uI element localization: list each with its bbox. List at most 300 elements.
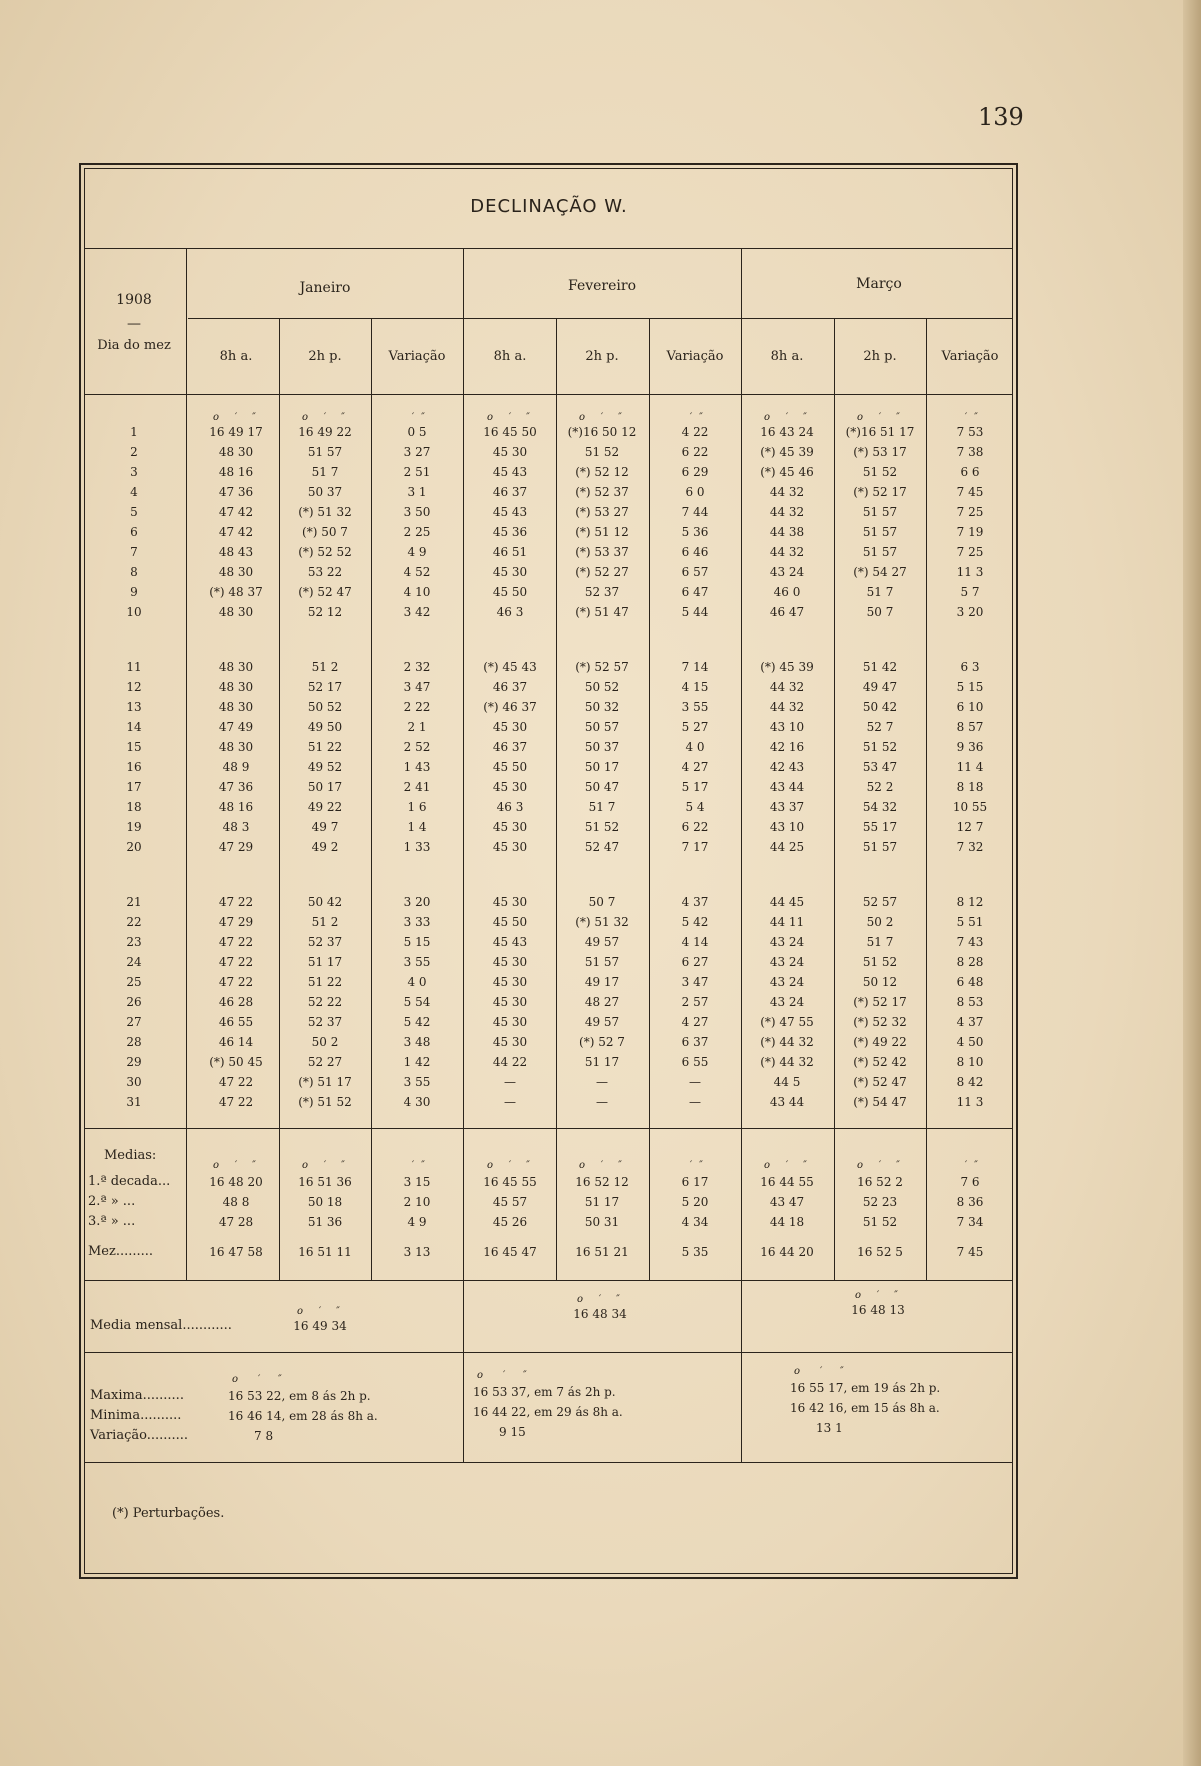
medias-cell: 6 17	[681, 1175, 709, 1189]
table-cell: 6 0	[685, 485, 705, 499]
unit-deg: o	[212, 412, 220, 423]
table-cell: 46 14	[218, 1035, 254, 1049]
unit-deg: o	[477, 1370, 484, 1381]
table-cell: 4 37	[681, 895, 709, 909]
mez-label: Mez.........	[88, 1244, 154, 1259]
media-mensal-value: 16 48 13	[851, 1303, 905, 1317]
medias-row-label: 1.ª decada...	[88, 1174, 171, 1189]
table-cell: 50 52	[307, 700, 343, 714]
table-cell: (*) 52 42	[853, 1055, 907, 1069]
medias-cell: 7 34	[956, 1215, 984, 1229]
table-cell: 44 32	[769, 680, 805, 694]
table-cell: 48 30	[218, 740, 254, 754]
table-cell: 45 50	[492, 760, 528, 774]
unit-sec: ″	[341, 1160, 345, 1171]
table-cell: 2 25	[403, 525, 431, 539]
day-number: 27	[126, 1015, 142, 1029]
day-number: 8	[130, 565, 138, 579]
table-cell: —	[596, 1075, 608, 1089]
table-cell: 0 5	[407, 425, 427, 439]
table-cell: 3 55	[681, 700, 709, 714]
table-cell: 43 44	[769, 780, 805, 794]
table-cell: 4 10	[403, 585, 431, 599]
table-cell: 6 22	[681, 820, 709, 834]
table-cell: (*) 51 12	[575, 525, 629, 539]
table-cell: 44 11	[769, 915, 805, 929]
table-cell: (*) 49 22	[853, 1035, 907, 1049]
table-cell: 46 3	[496, 800, 524, 814]
unit-min: ′	[508, 412, 512, 423]
medias-cell: 47 28	[218, 1215, 254, 1229]
unit-sec: ″	[699, 412, 703, 423]
table-cell: 51 57	[307, 445, 343, 459]
table-cell: 5 51	[956, 915, 984, 929]
table-cell: 5 17	[681, 780, 709, 794]
table-cell: 6 29	[681, 465, 709, 479]
unit-deg: o	[854, 1290, 862, 1301]
table-cell: 3 55	[403, 955, 431, 969]
table-cell: 7 45	[956, 485, 984, 499]
table-cell: 46 3	[496, 605, 524, 619]
table-cell: 45 30	[492, 820, 528, 834]
table-cell: 7 53	[956, 425, 984, 439]
mez-cell: 3 13	[403, 1245, 431, 1259]
day-number: 13	[126, 700, 142, 714]
table-cell: 51 2	[311, 660, 339, 674]
table-cell: 3 48	[403, 1035, 431, 1049]
table-cell: 7 25	[956, 505, 984, 519]
table-cell: (*) 52 32	[853, 1015, 907, 1029]
table-cell: (*) 51 47	[575, 605, 629, 619]
table-cell: 47 42	[218, 505, 254, 519]
table-cell: 3 1	[407, 485, 427, 499]
day-number: 22	[126, 915, 142, 929]
table-cell: 45 30	[492, 840, 528, 854]
medias-cell: 48 8	[222, 1195, 250, 1209]
unit-min: ′	[318, 1306, 322, 1317]
medias-cell: 16 48 20	[209, 1175, 263, 1189]
table-cell: 4 22	[681, 425, 709, 439]
unit-min: ′	[964, 1160, 968, 1171]
table-cell: 8 10	[956, 1055, 984, 1069]
table-cell: 6 6	[960, 465, 980, 479]
table-cell: 51 57	[862, 525, 898, 539]
mez-cell: 16 51 21	[575, 1245, 629, 1259]
table-cell: 51 42	[862, 660, 898, 674]
table-cell: 51 7	[866, 585, 894, 599]
mez-cell: 16 44 20	[760, 1245, 814, 1259]
extreme-label: Minima..........	[90, 1408, 182, 1423]
table-cell: 46 47	[769, 605, 805, 619]
table-cell: —	[596, 1095, 608, 1109]
table-cell: 50 2	[866, 915, 894, 929]
table-cell: (*) 52 37	[575, 485, 629, 499]
table-cell: 50 42	[862, 700, 898, 714]
unit-deg: o	[578, 1160, 586, 1171]
table-cell: 49 57	[584, 935, 620, 949]
day-number: 25	[126, 975, 142, 989]
extreme-value: 16 44 22, em 29 ás 8h a.	[473, 1405, 623, 1419]
table-cell: —	[689, 1095, 701, 1109]
table-cell: 47 22	[218, 955, 254, 969]
table-cell: 45 30	[492, 1035, 528, 1049]
unit-min: ′	[876, 1290, 880, 1301]
table-cell: 12 7	[956, 820, 984, 834]
day-number: 20	[126, 840, 142, 854]
table-cell: 3 50	[403, 505, 431, 519]
table-cell: 16 43 24	[760, 425, 814, 439]
table-cell: 47 22	[218, 1075, 254, 1089]
table-cell: 4 50	[956, 1035, 984, 1049]
table-cell: 8 12	[956, 895, 984, 909]
table-cell: 45 30	[492, 895, 528, 909]
jan-col-divider-2	[371, 318, 372, 1280]
table-cell: 48 30	[218, 445, 254, 459]
extreme-value: 16 55 17, em 19 ás 2h p.	[790, 1381, 941, 1395]
page-number: 139	[978, 103, 1024, 131]
table-cell: 47 22	[218, 935, 254, 949]
unit-sec: ″	[699, 1160, 703, 1171]
table-cell: 45 30	[492, 780, 528, 794]
medias-cell: 44 18	[769, 1215, 805, 1229]
table-cell: 6 47	[681, 585, 709, 599]
unit-deg: o	[301, 1160, 309, 1171]
table-cell: 52 37	[584, 585, 620, 599]
extreme-value: 9 15	[499, 1425, 526, 1439]
unit-sec: ″	[803, 1160, 807, 1171]
table-cell: (*) 52 27	[575, 565, 629, 579]
table-cell: 50 37	[307, 485, 343, 499]
table-cell: 52 37	[307, 1015, 343, 1029]
table-cell: (*)16 51 17	[845, 425, 915, 439]
table-cell: 4 27	[681, 1015, 709, 1029]
table-cell: 43 10	[769, 820, 805, 834]
mez-cell: 7 45	[956, 1245, 984, 1259]
table-cell: 52 12	[307, 605, 343, 619]
unit-deg: o	[232, 1374, 239, 1385]
extreme-value: 16 53 37, em 7 ás 2h p.	[473, 1385, 616, 1399]
medias-cell: 45 57	[492, 1195, 528, 1209]
unit-sec: ″	[341, 412, 345, 423]
table-cell: 16 45 50	[483, 425, 537, 439]
table-cell: 52 57	[862, 895, 898, 909]
medias-cell: 51 36	[307, 1215, 343, 1229]
table-cell: 11 4	[956, 760, 984, 774]
table-cell: 45 30	[492, 995, 528, 1009]
table-cell: (*)16 50 12	[567, 425, 637, 439]
table-cell: 4 14	[681, 935, 709, 949]
table-cell: (*) 47 55	[760, 1015, 814, 1029]
day-number: 18	[126, 800, 142, 814]
unit-deg: o	[301, 412, 309, 423]
table-cell: 45 30	[492, 445, 528, 459]
table-cell: —	[504, 1075, 516, 1089]
unit-deg: o	[856, 1160, 864, 1171]
unit-min: ′	[689, 1160, 693, 1171]
table-cell: 5 15	[956, 680, 984, 694]
table-cell: 51 52	[862, 955, 898, 969]
day-number: 3	[130, 465, 138, 479]
table-cell: 3 20	[403, 895, 431, 909]
month-fevereiro: Fevereiro	[567, 278, 637, 294]
unit-min: ′	[411, 412, 415, 423]
table-cell: 47 36	[218, 485, 254, 499]
table-cell: 50 52	[584, 680, 620, 694]
table-cell: 47 36	[218, 780, 254, 794]
mensal-bottom-rule	[84, 1352, 1013, 1353]
footnote: (*) Perturbações.	[112, 1506, 225, 1521]
table-cell: 49 17	[584, 975, 620, 989]
medias-cell: 50 18	[307, 1195, 343, 1209]
medias-cell: 16 44 55	[760, 1175, 814, 1189]
month-divider-2	[741, 248, 742, 1462]
table-cell: 5 4	[685, 800, 705, 814]
medias-cell: 7 6	[960, 1175, 980, 1189]
table-cell: (*) 50 45	[209, 1055, 263, 1069]
table-cell: 44 22	[492, 1055, 528, 1069]
table-cell: 51 22	[307, 975, 343, 989]
table-cell: 43 37	[769, 800, 805, 814]
table-cell: 8 28	[956, 955, 984, 969]
medias-cell: 3 15	[403, 1175, 431, 1189]
mar-col-divider-1	[834, 318, 835, 1280]
table-cell: 51 52	[862, 465, 898, 479]
table-cell: 48 16	[218, 800, 254, 814]
sub-header: Variação	[388, 349, 446, 364]
table-cell: 4 0	[685, 740, 705, 754]
table-cell: 2 1	[407, 720, 427, 734]
table-cell: 44 25	[769, 840, 805, 854]
unit-sec: ″	[803, 412, 807, 423]
medias-cell: 16 45 55	[483, 1175, 537, 1189]
unit-sec: ″	[421, 412, 425, 423]
table-cell: 5 42	[403, 1015, 431, 1029]
table-cell: 43 24	[769, 955, 805, 969]
media-mensal-label: Media mensal............	[90, 1318, 232, 1333]
table-cell: 5 15	[403, 935, 431, 949]
day-number: 21	[126, 895, 142, 909]
media-mensal-value: 16 48 34	[573, 1307, 627, 1321]
table-cell: 51 57	[862, 840, 898, 854]
extreme-value: 7 8	[254, 1429, 274, 1443]
table-cell: 2 52	[403, 740, 431, 754]
table-cell: 51 7	[588, 800, 616, 814]
day-number: 26	[126, 995, 142, 1009]
table-cell: 52 2	[866, 780, 894, 794]
table-cell: 50 17	[584, 760, 620, 774]
extremes-bottom-rule	[84, 1462, 1013, 1463]
unit-min: ′	[785, 1160, 789, 1171]
table-cell: 2 51	[403, 465, 431, 479]
table-cell: (*) 52 17	[853, 995, 907, 1009]
table-cell: 51 22	[307, 740, 343, 754]
sub-header: 2h p.	[863, 349, 897, 364]
table-cell: 53 47	[862, 760, 898, 774]
table-cell: 46 0	[773, 585, 801, 599]
table-cell: —	[689, 1075, 701, 1089]
table-cell: (*) 51 32	[298, 505, 352, 519]
day-number: 30	[126, 1075, 142, 1089]
table-cell: 48 9	[222, 760, 250, 774]
table-cell: 52 27	[307, 1055, 343, 1069]
unit-sec: ″	[252, 1160, 256, 1171]
table-cell: 47 49	[218, 720, 254, 734]
medias-row-label: 2.ª » ...	[88, 1194, 136, 1209]
unit-sec: ″	[618, 1160, 622, 1171]
table-cell: 48 3	[222, 820, 250, 834]
table-cell: (*) 44 32	[760, 1035, 814, 1049]
unit-sec: ″	[974, 1160, 978, 1171]
table-cell: 51 7	[866, 935, 894, 949]
table-cell: (*) 53 27	[575, 505, 629, 519]
mez-cell: 16 51 11	[298, 1245, 352, 1259]
unit-deg: o	[794, 1366, 801, 1377]
sub-header: 2h p.	[308, 349, 342, 364]
month-marco: Março	[856, 276, 902, 292]
table-cell: 8 18	[956, 780, 984, 794]
table-cell: 53 22	[307, 565, 343, 579]
table-cell: 50 17	[307, 780, 343, 794]
day-number: 4	[130, 485, 138, 499]
table-cell: 6 46	[681, 545, 709, 559]
table-cell: 51 57	[862, 505, 898, 519]
unit-min: ′	[234, 412, 238, 423]
day-number: 24	[126, 955, 142, 969]
table-cell: 49 22	[307, 800, 343, 814]
unit-sec: ″	[421, 1160, 425, 1171]
unit-sec: ″	[894, 1290, 898, 1301]
table-cell: 7 44	[681, 505, 709, 519]
table-cell: (*) 54 47	[853, 1095, 907, 1109]
table-cell: 3 47	[403, 680, 431, 694]
month-divider-1	[463, 248, 464, 1462]
day-number: 10	[126, 605, 142, 619]
table-cell: 7 19	[956, 525, 984, 539]
table-cell: 47 29	[218, 915, 254, 929]
table-cell: 50 57	[584, 720, 620, 734]
table-cell: 4 52	[403, 565, 431, 579]
table-cell: 3 55	[403, 1075, 431, 1089]
table-cell: 46 55	[218, 1015, 254, 1029]
sub-header: 8h a.	[219, 349, 253, 364]
table-cell: 6 10	[956, 700, 984, 714]
table-cell: 16 49 22	[298, 425, 352, 439]
table-cell: 1 6	[407, 800, 427, 814]
table-cell: (*) 53 37	[575, 545, 629, 559]
table-cell: 2 32	[403, 660, 431, 674]
unit-min: ′	[785, 412, 789, 423]
table-cell: (*) 51 32	[575, 915, 629, 929]
table-cell: 2 57	[681, 995, 709, 1009]
table-cell: 49 57	[584, 1015, 620, 1029]
table-cell: 45 50	[492, 915, 528, 929]
table-cell: 51 2	[311, 915, 339, 929]
table-cell: (*) 51 17	[298, 1075, 352, 1089]
table-cell: 4 0	[407, 975, 427, 989]
table-cell: 50 7	[866, 605, 894, 619]
table-cell: 51 52	[584, 820, 620, 834]
medias-cell: 8 36	[956, 1195, 984, 1209]
unit-sec: ″	[526, 1160, 530, 1171]
table-cell: (*) 53 17	[853, 445, 907, 459]
unit-sec: ″	[336, 1306, 340, 1317]
medias-cell: 50 31	[584, 1215, 620, 1229]
medias-cell: 51 52	[862, 1215, 898, 1229]
table-cell: 46 51	[492, 545, 528, 559]
table-cell: 4 9	[407, 545, 427, 559]
table-cell: 8 57	[956, 720, 984, 734]
medias-row-label: 3.ª » ...	[88, 1214, 136, 1229]
table-cell: 6 22	[681, 445, 709, 459]
jan-col-divider-1	[279, 318, 280, 1280]
table-title: DECLINAÇÃO W.	[470, 196, 628, 217]
medias-cell: 45 26	[492, 1215, 528, 1229]
extreme-label: Variação..........	[90, 1428, 189, 1443]
sub-header: Variação	[666, 349, 724, 364]
table-cell: 47 22	[218, 975, 254, 989]
table-cell: 47 22	[218, 1095, 254, 1109]
unit-deg: o	[763, 412, 771, 423]
table-cell: 49 7	[311, 820, 339, 834]
table-cell: 48 30	[218, 680, 254, 694]
table-cell: 7 17	[681, 840, 709, 854]
mez-cell: 16 47 58	[209, 1245, 263, 1259]
unit-sec: ″	[896, 1160, 900, 1171]
table-cell: 49 50	[307, 720, 343, 734]
table-cell: 48 43	[218, 545, 254, 559]
unit-min: ′	[878, 1160, 882, 1171]
table-cell: 47 42	[218, 525, 254, 539]
table-cell: 45 30	[492, 1015, 528, 1029]
day-number: 14	[126, 720, 142, 734]
unit-deg: o	[212, 1160, 220, 1171]
unit-sec: ″	[523, 1370, 527, 1381]
table-cell: 6 55	[681, 1055, 709, 1069]
unit-min: ′	[323, 412, 327, 423]
mez-cell: 16 52 5	[857, 1245, 903, 1259]
unit-deg: o	[486, 1160, 494, 1171]
table-cell: 7 43	[956, 935, 984, 949]
unit-min: ′	[878, 412, 882, 423]
unit-sec: ″	[840, 1366, 844, 1377]
table-cell: 42 16	[769, 740, 805, 754]
table-cell: 1 42	[403, 1055, 431, 1069]
table-cell: 1 43	[403, 760, 431, 774]
table-cell: 52 22	[307, 995, 343, 1009]
table-cell: 7 14	[681, 660, 709, 674]
day-col-divider	[186, 248, 187, 1280]
table-cell: 49 2	[311, 840, 339, 854]
table-cell: 49 52	[307, 760, 343, 774]
table-cell: 43 24	[769, 975, 805, 989]
day-number: 11	[126, 660, 142, 674]
unit-deg: o	[576, 1294, 584, 1305]
month-janeiro: Janeiro	[299, 280, 351, 296]
table-cell: 5 54	[403, 995, 431, 1009]
table-cell: 3 20	[956, 605, 984, 619]
title-rule	[84, 248, 1013, 249]
header-rule	[84, 394, 1013, 395]
table-cell: 5 36	[681, 525, 709, 539]
table-cell: 48 30	[218, 660, 254, 674]
day-number: 31	[126, 1095, 142, 1109]
day-number: 23	[126, 935, 142, 949]
table-cell: 5 27	[681, 720, 709, 734]
mez-cell: 16 45 47	[483, 1245, 537, 1259]
day-number: 2	[130, 445, 138, 459]
extreme-value: 13 1	[816, 1421, 843, 1435]
unit-sec: ″	[526, 412, 530, 423]
